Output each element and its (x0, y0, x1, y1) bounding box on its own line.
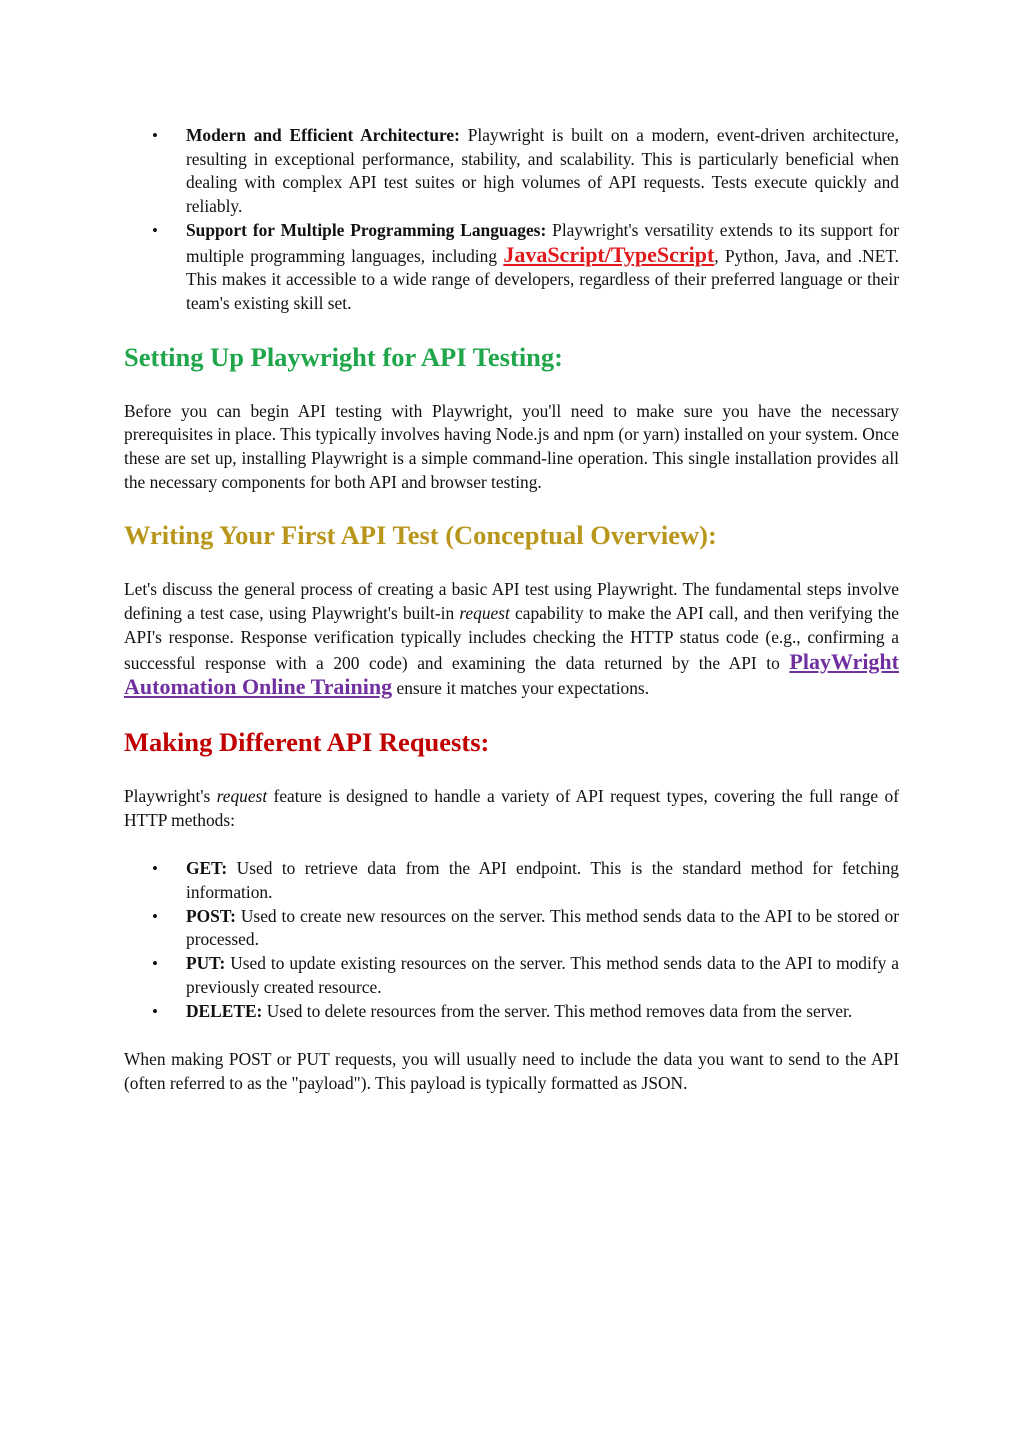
bullet-text: Playwright is built on a modern, event-driven architecture, resulting in exceptional performance, stability, and scalability. This is particularly beneficial when dealing with complex API test suites or high volumes of API requests. Tests execute quickly and reliably. (186, 125, 899, 217)
bullet-icon: • (152, 906, 158, 926)
setup-paragraph: Before you can begin API testing with Playwright, you'll need to make sure you have the necessary prerequisites in place. This typically involves having Node.js and npm (or yarn) installed on your system. Once these are set up, installing Playwright is a simple command-line operation. This single installation provides all the necessary components for both API and browser testing. (124, 400, 899, 492)
method-label: POST: (186, 905, 236, 926)
list-item (124, 219, 899, 316)
paragraph-italic: request (459, 603, 510, 624)
section-heading-requests: Making Different API Requests: (124, 726, 490, 757)
method-label: PUT: (186, 953, 226, 974)
paragraph-text: Let's discuss the general process of creating a basic API test using Playwright. The fundamental steps involve defining a test case, using Playwright's built-in (124, 579, 899, 624)
bullet-icon: • (152, 126, 158, 145)
first-test-paragraph (124, 578, 899, 701)
paragraph-italic: request (216, 785, 268, 806)
http-methods-list (124, 857, 899, 1023)
bullet-text: Playwright's versatility extends to its support for multiple programming languages, including (186, 219, 899, 266)
paragraph-text: capability to make the API call, and then verifying the API's response. Response verification typically includes checking the HTTP status code (e.g., confirming a successful response with a 200 code) and examining the data returned by the API to (124, 603, 899, 673)
list-item (124, 1000, 899, 1024)
document-page (124, 124, 899, 1096)
method-text: Used to delete resources from the server. This method removes data from the server. (262, 1000, 853, 1021)
list-item (124, 857, 899, 904)
method-label: GET: (186, 858, 228, 879)
paragraph-text: Playwright's (124, 785, 217, 806)
list-item (124, 124, 899, 219)
section-heading-first-test: Writing Your First API Test (Conceptual Overview): (124, 520, 717, 551)
paragraph-text: feature is designed to handle a variety of API request types, covering the full range of HTTP methods: (124, 785, 899, 830)
method-text: Used to create new resources on the server. This method sends data to the API to be stored or processed. (186, 905, 899, 950)
requests-intro-paragraph (124, 785, 899, 832)
list-item (124, 905, 899, 952)
bullet-icon: • (152, 220, 158, 240)
bullet-text: , Python, Java, and .NET. This makes it accessible to a wide range of developers, regardless of their preferred language or their team's existing skill set. (186, 245, 899, 313)
bullet-icon: • (152, 1001, 158, 1021)
playwright-training-link[interactable]: PlayWright Automation Online Training (124, 648, 899, 700)
section-heading-setup: Setting Up Playwright for API Testing: (124, 341, 563, 372)
list-item (124, 952, 899, 999)
bullet-label: Support for Multiple Programming Languages: (186, 219, 547, 240)
paragraph-text: ensure it matches your expectations. (392, 678, 650, 699)
closing-paragraph: When making POST or PUT requests, you will usually need to include the data you want to send to the API (often referred to as the "payload"). This payload is typically formatted as JSON. (124, 1049, 899, 1093)
bullet-icon: • (152, 859, 158, 879)
intro-bullet-list (124, 124, 899, 316)
method-text: Used to retrieve data from the API endpoint. This is the standard method for fetching information. (186, 858, 899, 903)
bullet-icon: • (152, 954, 158, 974)
javascript-typescript-link[interactable]: JavaScript/TypeScript (503, 241, 715, 267)
method-label: DELETE: (186, 1000, 263, 1021)
method-text: Used to update existing resources on the server. This method sends data to the API to modify a previously created resource. (186, 953, 899, 997)
bullet-label: Modern and Efficient Architecture: (186, 125, 460, 145)
